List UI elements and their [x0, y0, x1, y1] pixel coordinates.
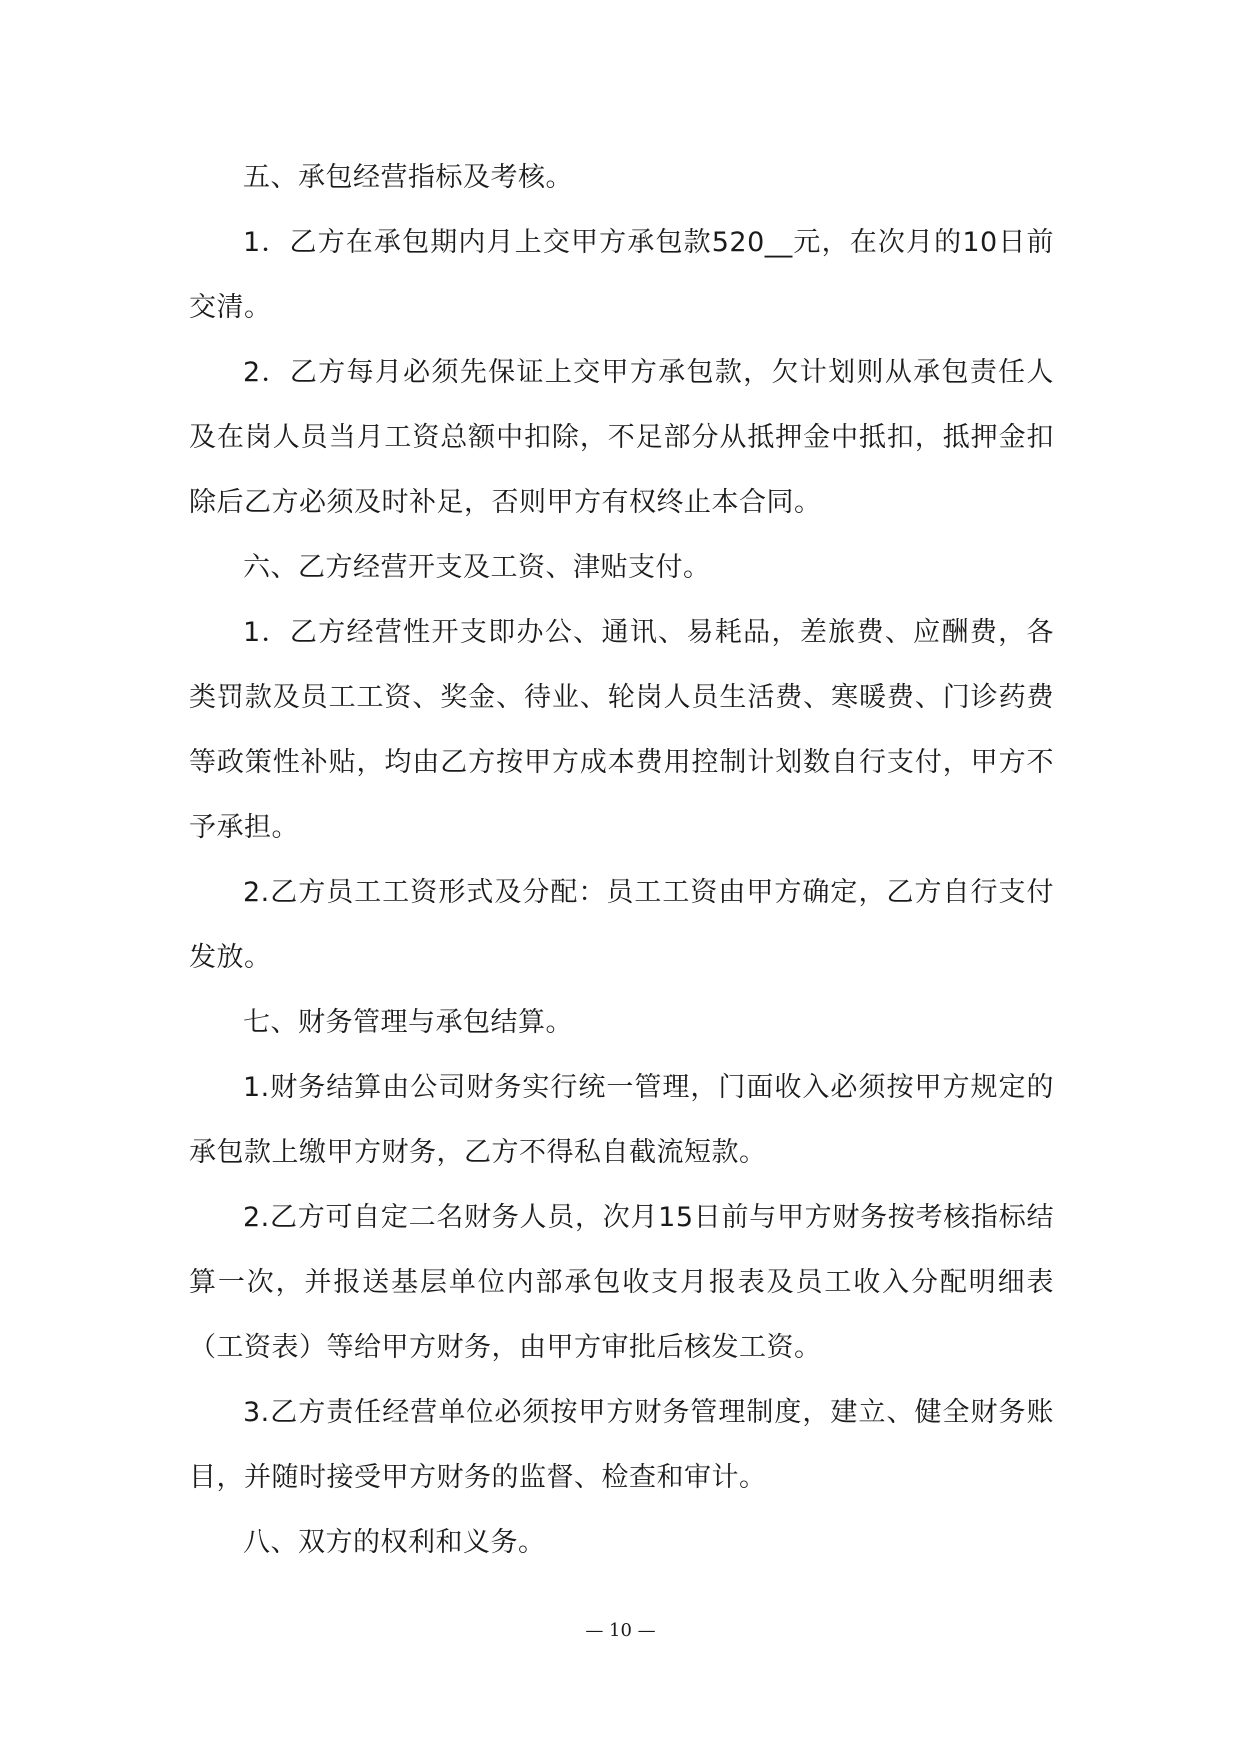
section-heading-5: 五、承包经营指标及考核。: [243, 162, 573, 193]
paragraph: 2.乙方可自定二名财务人员，次月15日前与甲方财务按考核指标结算一次，并报送基层单位内部承包收支月报表及员工收入分配明细表（工资表）等给甲方财务，由甲方审批后核发工资。: [189, 1202, 1054, 1363]
section-heading-6: 六、乙方经营开支及工资、津贴支付。: [243, 552, 711, 583]
paragraph: 1．乙方在承包期内月上交甲方承包款520__元，在次月的10日前交清。: [189, 227, 1054, 323]
paragraph: 2．乙方每月必须先保证上交甲方承包款，欠计划则从承包责任人及在岗人员当月工资总额中扣除，不足部分从抵押金中抵扣，抵押金扣除后乙方必须及时补足，否则甲方有权终止本合同。: [189, 357, 1054, 518]
paragraph: 2.乙方员工工资形式及分配：员工工资由甲方确定，乙方自行支付发放。: [189, 877, 1054, 973]
paragraph: 3.乙方责任经营单位必须按甲方财务管理制度，建立、健全财务账目，并随时接受甲方财务的监督、检查和审计。: [189, 1397, 1054, 1493]
section-heading-8: 八、双方的权利和义务。: [243, 1527, 546, 1558]
paragraph: 1.财务结算由公司财务实行统一管理，门面收入必须按甲方规定的承包款上缴甲方财务，乙方不得私自截流短款。: [189, 1072, 1054, 1168]
section-heading-7: 七、财务管理与承包结算。: [243, 1007, 573, 1038]
page-number: — 10 —: [585, 1620, 656, 1641]
paragraph: 1．乙方经营性开支即办公、通讯、易耗品，差旅费、应酬费，各类罚款及员工工资、奖金、待业、轮岗人员生活费、寒暖费、门诊药费等政策性补贴，均由乙方按甲方成本费用控制计划数自行支付，甲方不予承担。: [189, 617, 1054, 843]
document-body: [189, 145, 1054, 1575]
